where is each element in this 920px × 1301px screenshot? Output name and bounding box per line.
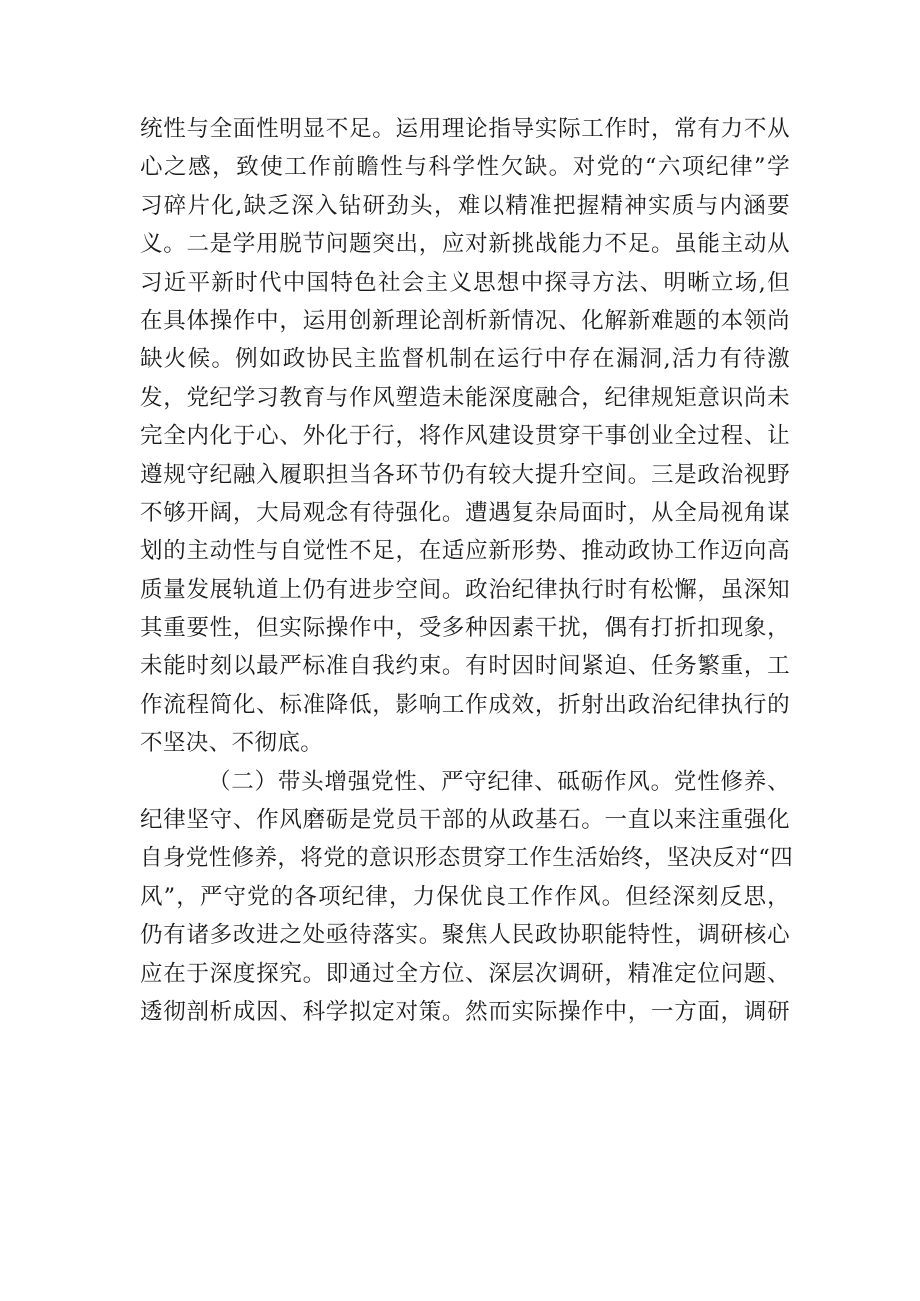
text-line: 在具体操作中，运用创新理论剖析新情况、化解新难题的本领尚 bbox=[140, 307, 790, 334]
text-line: 应在于深度探究。即通过全方位、深层次调研，精准定位问题、 bbox=[140, 960, 790, 987]
text-line: 仍有诸多改进之处亟待落实。聚焦人民政协职能特性，调研核心 bbox=[140, 922, 790, 949]
text-line: 划的主动性与自觉性不足，在适应新形势、推动政协工作迈向高 bbox=[140, 538, 790, 565]
text-line: 习碎片化,缺乏深入钻研劲头，难以精准把握精神实质与内涵要 bbox=[140, 192, 790, 219]
text-line: 风”，严守党的各项纪律，力保优良工作作风。但经深刻反思， bbox=[140, 883, 790, 910]
text-line: 其重要性，但实际操作中，受多种因素干扰，偶有打折扣现象， bbox=[140, 615, 790, 642]
text-line: 未能时刻以最严标准自我约束。有时因时间紧迫、任务繁重，工 bbox=[140, 653, 790, 680]
text-line: 习近平新时代中国特色社会主义思想中探寻方法、明晰立场,但 bbox=[140, 269, 790, 296]
text-line: 遵规守纪融入履职担当各环节仍有较大提升空间。三是政治视野 bbox=[140, 461, 790, 488]
text-line-paragraph-end: 不坚决、不彻底。 bbox=[140, 730, 324, 757]
text-line: 义。二是学用脱节问题突出，应对新挑战能力不足。虽能主动从 bbox=[140, 231, 790, 258]
text-line: 统性与全面性明显不足。运用理论指导实际工作时，常有力不从 bbox=[140, 116, 790, 142]
text-line: 发，党纪学习教育与作风塑造未能深度融合，纪律规矩意识尚未 bbox=[140, 384, 790, 411]
text-line: 纪律坚守、作风磨砺是党员干部的从政基石。一直以来注重强化 bbox=[140, 807, 790, 834]
text-line: 透彻剖析成因、科学拟定对策。然而实际操作中，一方面，调研 bbox=[140, 998, 790, 1025]
text-line: 质量发展轨道上仍有进步空间。政治纪律执行时有松懈，虽深知 bbox=[140, 576, 790, 603]
text-line: 自身党性修养，将党的意识形态贯穿工作生活始终，坚决反对“四 bbox=[140, 845, 794, 872]
body-text bbox=[140, 110, 794, 1031]
text-line: 心之感，致使工作前瞻性与科学性欠缺。对党的“六项纪律”学 bbox=[140, 154, 790, 181]
text-line: 作流程简化、标准降低，影响工作成效，折射出政治纪律执行的 bbox=[140, 691, 790, 718]
text-line: 完全内化于心、外化于行，将作风建设贯穿干事创业全过程、让 bbox=[140, 423, 790, 450]
text-line: 不够开阔，大局观念有待强化。遭遇复杂局面时，从全局视角谋 bbox=[140, 499, 790, 526]
text-line: 缺火候。例如政协民主监督机制在运行中存在漏洞,活力有待激 bbox=[140, 346, 790, 373]
section-heading-line: （二）带头增强党性、严守纪律、砥砺作风。党性修养、 bbox=[208, 768, 790, 795]
